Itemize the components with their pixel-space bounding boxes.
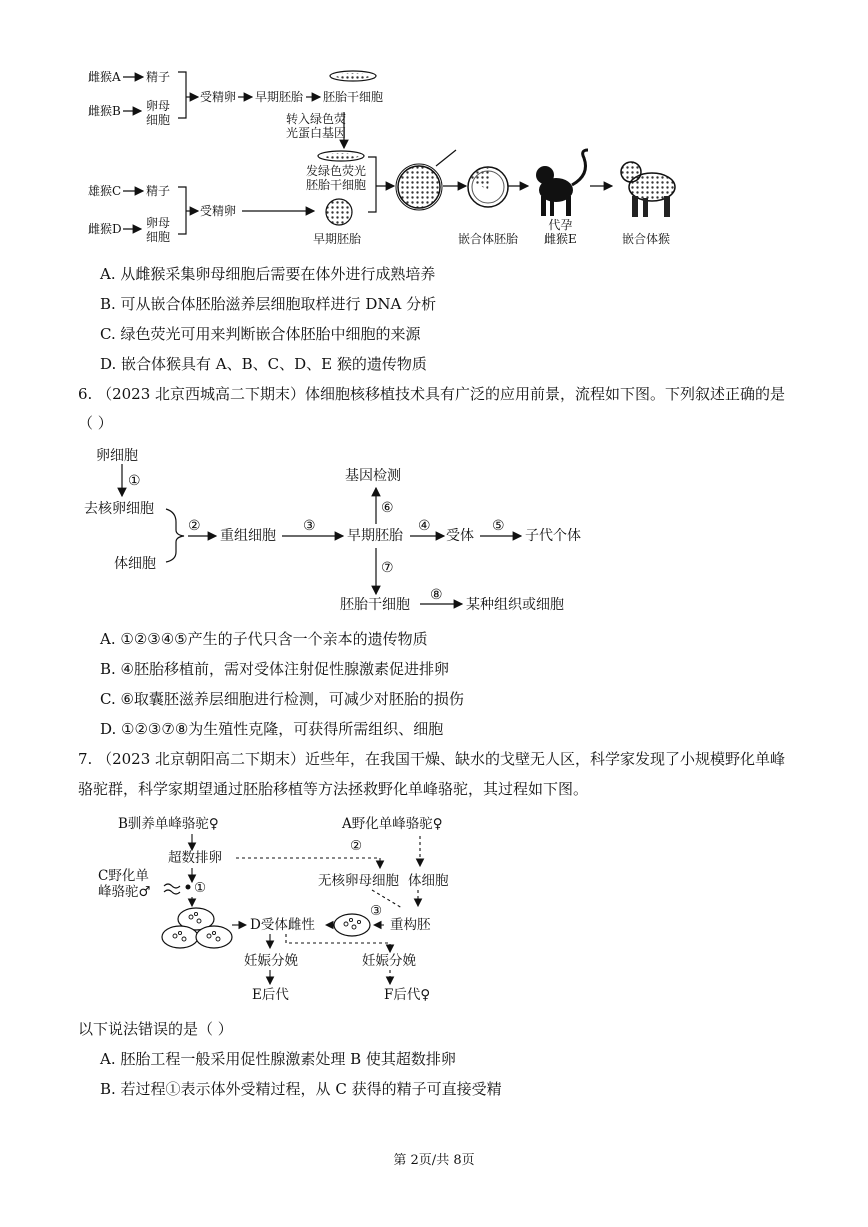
q6-option-b: B. ④胚胎移植前，需对受体注射促性腺激素促进排卵 xyxy=(100,660,450,678)
fig2-enucleated-egg: 去核卵细胞 xyxy=(84,501,154,517)
fig2-n4: ④ xyxy=(418,518,431,534)
fig2-recombinant: 重组细胞 xyxy=(220,528,276,544)
label-sperm-bottom: 精子 xyxy=(146,184,171,198)
chimera-monkey-icon xyxy=(621,162,675,217)
label-monkey-d: 雌猴D xyxy=(88,222,122,236)
label-zygote-top: 受精卵 xyxy=(200,90,237,104)
fig2-esc: 胚胎干细胞 xyxy=(340,597,410,613)
label-esc: 胚胎干细胞 xyxy=(323,90,384,104)
q6-option-d: D. ①②③⑦⑧为生殖性克隆，可获得所需组织、细胞 xyxy=(100,720,444,738)
fig2-offspring: 子代个体 xyxy=(525,528,581,544)
label-surrogate: 代孕 雌猴E xyxy=(544,218,577,246)
label-early-embryo-top: 早期胚胎 xyxy=(255,90,304,104)
fig2-early-embryo: 早期胚胎 xyxy=(347,528,403,544)
q6-option-c: C. ⑥取囊胚滋养层细胞进行检测，可减少对胚胎的损伤 xyxy=(100,690,464,708)
chimera-embryo-icon xyxy=(468,167,508,207)
surrogate-monkey-icon xyxy=(536,150,588,216)
label-zygote-bottom: 受精卵 xyxy=(200,204,237,218)
fig3-n2: ② xyxy=(350,838,363,854)
fig2-egg: 卵细胞 xyxy=(96,448,138,464)
q6-stem-bracket: （ ） xyxy=(78,414,113,432)
fig3-pregnancy-left: 妊娠分娩 xyxy=(244,953,298,969)
early-embryo-icon xyxy=(326,199,352,225)
q5-option-b: B. 可从嵌合体胚胎滋养层细胞取样进行 DNA 分析 xyxy=(100,295,437,313)
fig2-n3: ③ xyxy=(303,518,316,534)
fig3-reconstructed: 重构胚 xyxy=(390,917,431,933)
fig3-c-camel: C野化单 峰骆驼♂ xyxy=(98,868,151,900)
label-chimera-monkey: 嵌合体猴 xyxy=(622,232,671,246)
petri-dish-icon xyxy=(330,71,376,81)
fig3-d-recipient: D受体雌性 xyxy=(250,917,315,933)
fig2-somatic: 体细胞 xyxy=(114,556,156,572)
reconstructed-embryo-dish-icon xyxy=(334,914,370,936)
fig2-n1: ① xyxy=(128,473,141,489)
q7-option-b: B. 若过程①表示体外受精过程，从 C 获得的精子可直接受精 xyxy=(100,1080,502,1098)
label-monkey-c: 雄猴C xyxy=(88,184,122,198)
q7-option-a: A. 胚胎工程一般采用促性腺激素处理 B 使其超数排卵 xyxy=(100,1050,456,1068)
fig3-pregnancy-right: 妊娠分娩 xyxy=(362,953,416,969)
microinjection-embryo-icon xyxy=(396,164,442,210)
label-egg-bottom: 卵母 细胞 xyxy=(146,216,171,244)
fig2-n7: ⑦ xyxy=(381,560,394,576)
q7-stem: 7. （2023 北京朝阳高二下期末）近些年，在我国干燥、缺水的戈壁无人区，科学家发现了小规模野化单峰 xyxy=(78,750,786,768)
q5-option-a: A. 从雌猴采集卵母细胞后需要在体外进行成熟培养 xyxy=(100,265,436,283)
fig2-gene-test: 基因检测 xyxy=(345,468,401,484)
q6-option-a: A. ①②③④⑤产生的子代只含一个亲本的遗传物质 xyxy=(100,630,428,648)
fig3-n1: ① xyxy=(194,880,207,896)
fig3-somatic: 体细胞 xyxy=(408,873,449,889)
q5-option-c: C. 绿色荧光可用来判断嵌合体胚胎中细胞的来源 xyxy=(100,325,421,343)
fig2-n5: ⑤ xyxy=(492,518,505,534)
fig2-tissue: 某种组织或细胞 xyxy=(466,597,564,613)
label-green-esc: 发绿色荧光 胚胎干细胞 xyxy=(306,164,367,192)
fig3-b-camel: B驯养单峰骆驼♀ xyxy=(118,816,219,832)
page-footer: 第 2页/共 8页 xyxy=(393,1153,475,1168)
label-early-embryo-bottom: 早期胚胎 xyxy=(313,232,362,246)
fig3-e-offspring: E后代 xyxy=(252,987,289,1003)
q6-stem: 6. （2023 北京西城高二下期末）体细胞核移植技术具有广泛的应用前景，流程如下图。下列叙述正确的是 xyxy=(78,385,786,403)
q5-option-d: D. 嵌合体猴具有 A、B、C、D、E 猴的遗传物质 xyxy=(100,355,427,373)
fig2-recipient: 受体 xyxy=(446,528,474,544)
fig2-n8: ⑧ xyxy=(430,587,443,603)
fig3-f-offspring: F后代♀ xyxy=(384,987,431,1003)
label-egg-top: 卵母 细胞 xyxy=(146,99,171,127)
fig3-enucleated-oocyte: 无核卵母细胞 xyxy=(318,873,399,889)
petri-dish-green-icon xyxy=(318,151,364,161)
fig3-a-camel: A野化单峰骆驼♀ xyxy=(342,816,443,832)
fig3-superovulation: 超数排卵 xyxy=(168,850,222,866)
fig2-n6: ⑥ xyxy=(381,500,394,516)
label-gfp-gene: 转入绿色荧 光蛋白基因 xyxy=(286,112,347,140)
label-monkey-a: 雌猴A xyxy=(88,70,121,84)
fig2-n2: ② xyxy=(188,518,201,534)
q7-stem-line2: 骆驼群，科学家期望通过胚胎移植等方法拯救野化单峰骆驼，其过程如下图。 xyxy=(78,780,589,798)
fig3-n3: ③ xyxy=(370,903,383,919)
label-monkey-b: 雌猴B xyxy=(88,104,121,118)
q7-prompt: 以下说法错误的是（ ） xyxy=(78,1020,233,1038)
embryos-icon xyxy=(162,908,232,948)
label-sperm-top: 精子 xyxy=(146,70,171,84)
label-chimera-embryo: 嵌合体胚胎 xyxy=(458,232,519,246)
